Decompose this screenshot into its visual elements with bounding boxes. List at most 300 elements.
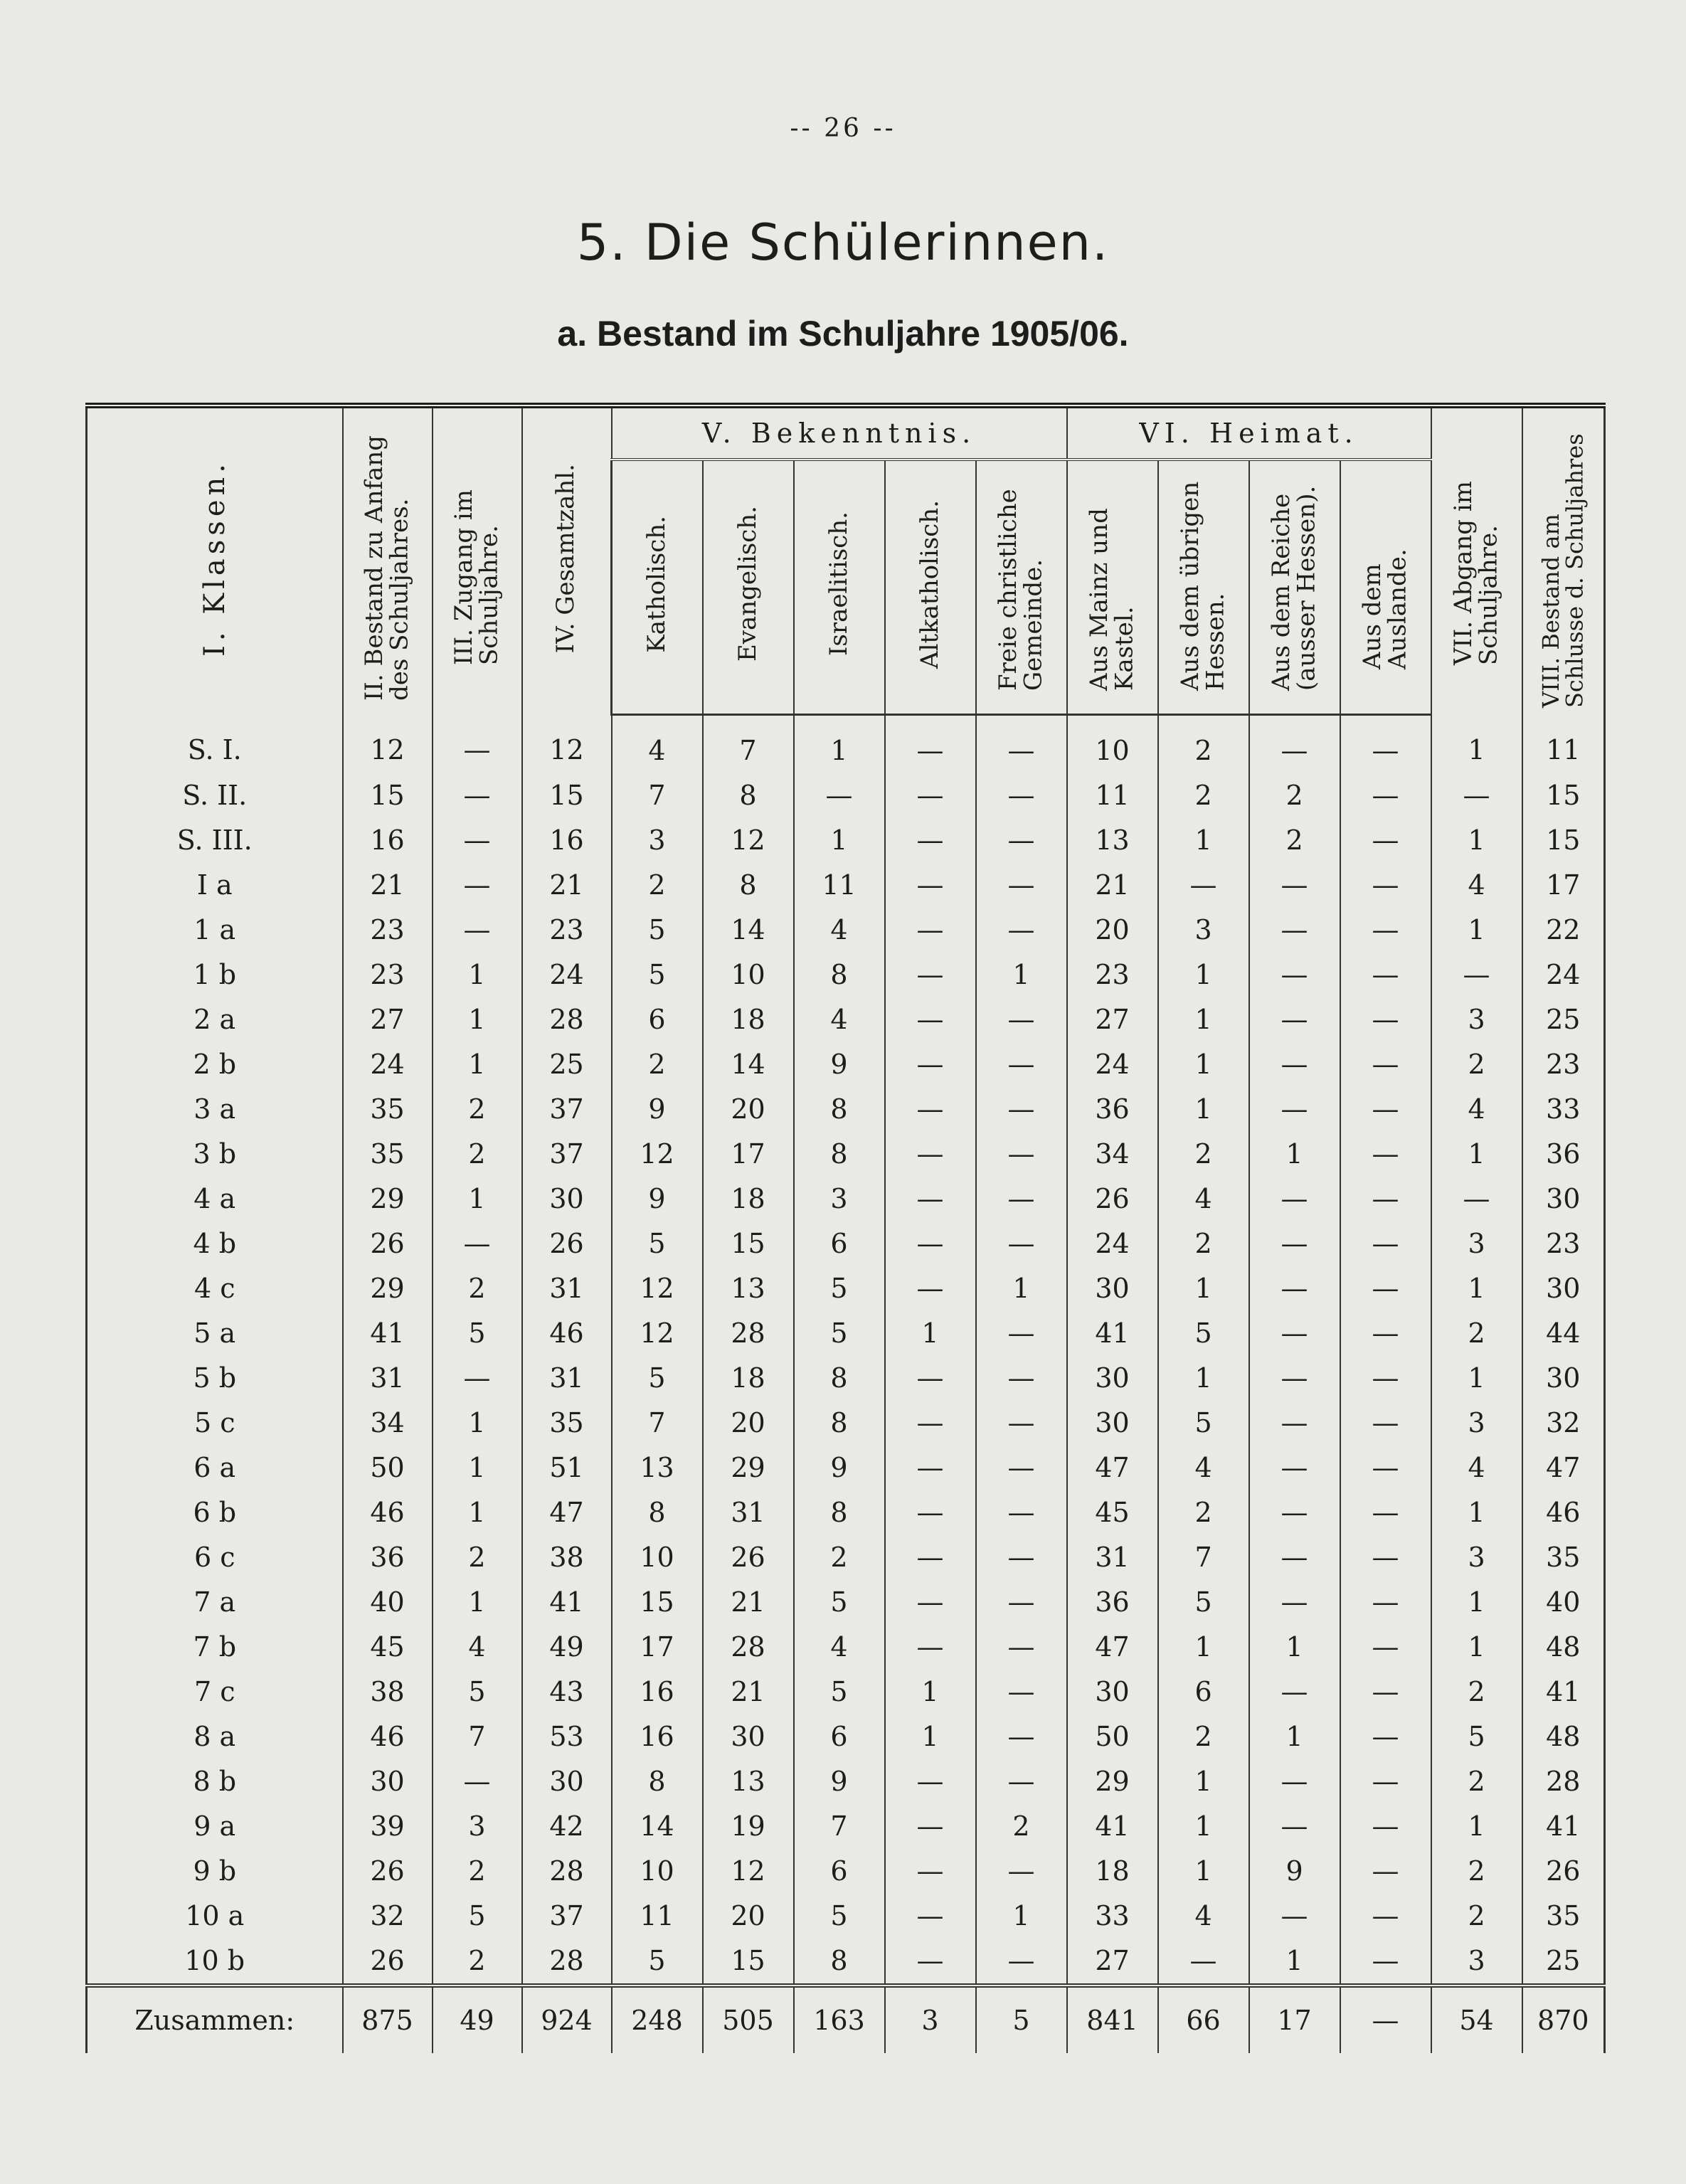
table-cell: 36 xyxy=(343,1535,433,1580)
table-cell: — xyxy=(1340,1894,1431,1939)
section-title: 5. Die Schülerinnen. xyxy=(576,213,1110,272)
table-cell: 12 xyxy=(343,715,433,774)
table-cell: 5 xyxy=(612,1221,703,1266)
totals-cell: 870 xyxy=(1522,1986,1605,2053)
totals-cell: 924 xyxy=(522,1986,612,2053)
table-cell: 2 xyxy=(1431,1759,1522,1804)
table-cell: 1 xyxy=(794,715,885,774)
totals-cell: 3 xyxy=(885,1986,976,2053)
table-cell: — xyxy=(1340,1132,1431,1177)
table-cell: — xyxy=(1158,863,1249,908)
table-cell: — xyxy=(976,1580,1067,1625)
table-cell: — xyxy=(1340,1446,1431,1490)
header-bestand-anfang: II. Bestand zu Anfang des Schuljahres. xyxy=(343,405,433,715)
class-label-cell: 5 a xyxy=(87,1311,343,1356)
table-cell: 2 xyxy=(1431,1042,1522,1087)
table-cell: 8 xyxy=(794,953,885,997)
table-row xyxy=(87,1894,1605,1939)
table-cell: 8 xyxy=(703,773,794,818)
table-cell: 2 xyxy=(433,1132,522,1177)
class-label-cell: S. III. xyxy=(87,818,343,863)
table-cell: 23 xyxy=(1522,1221,1605,1266)
table-cell: 2 xyxy=(433,1939,522,1986)
table-cell: 5 xyxy=(1158,1401,1249,1446)
class-label-cell: 7 c xyxy=(87,1670,343,1714)
table-cell: 16 xyxy=(612,1714,703,1759)
totals-cell: 5 xyxy=(976,1986,1067,2053)
class-label-cell: 1 b xyxy=(87,953,343,997)
table-cell: — xyxy=(885,1894,976,1939)
table-cell: 15 xyxy=(1522,773,1605,818)
table-cell: 10 xyxy=(1067,715,1158,774)
table-cell: 35 xyxy=(522,1401,612,1446)
table-cell: — xyxy=(1249,1580,1340,1625)
table-cell: 9 xyxy=(1249,1849,1340,1894)
table-cell: 47 xyxy=(1067,1446,1158,1490)
table-cell: 9 xyxy=(612,1087,703,1132)
table-cell: 1 xyxy=(885,1714,976,1759)
totals-cell: 49 xyxy=(433,1986,522,2053)
table-cell: 26 xyxy=(703,1535,794,1580)
header-katholisch: Katholisch. xyxy=(612,460,703,715)
table-cell: 12 xyxy=(522,715,612,774)
table-cell: — xyxy=(976,1625,1067,1670)
table-cell: — xyxy=(976,1356,1067,1401)
table-cell: 17 xyxy=(1522,863,1605,908)
table-cell: 2 xyxy=(976,1804,1067,1849)
table-cell: — xyxy=(1249,908,1340,953)
table-cell: 41 xyxy=(1522,1670,1605,1714)
table-cell: — xyxy=(976,1535,1067,1580)
table-cell: — xyxy=(885,1087,976,1132)
class-label-cell: 6 a xyxy=(87,1446,343,1490)
table-cell: 53 xyxy=(522,1714,612,1759)
table-cell: 5 xyxy=(1158,1580,1249,1625)
table-cell: 24 xyxy=(1067,1221,1158,1266)
table-cell: 8 xyxy=(794,1356,885,1401)
header-altkatholisch: Altkatholisch. xyxy=(885,460,976,715)
table-cell: 2 xyxy=(433,1087,522,1132)
table-cell: 5 xyxy=(794,1894,885,1939)
table-cell: 37 xyxy=(522,1894,612,1939)
table-cell: 3 xyxy=(433,1804,522,1849)
table-cell: — xyxy=(1249,953,1340,997)
table-cell: — xyxy=(1340,1266,1431,1311)
table-cell: 6 xyxy=(794,1714,885,1759)
table-cell: — xyxy=(1249,1042,1340,1087)
table-cell: 1 xyxy=(433,953,522,997)
table-cell: 5 xyxy=(612,1939,703,1986)
table-cell: — xyxy=(1431,773,1522,818)
table-cell: 5 xyxy=(794,1266,885,1311)
table-cell: 1 xyxy=(1158,997,1249,1042)
table-cell: — xyxy=(1249,1894,1340,1939)
table-cell: — xyxy=(976,908,1067,953)
table-row xyxy=(87,1804,1605,1849)
table-cell: — xyxy=(976,1042,1067,1087)
table-cell: 29 xyxy=(343,1266,433,1311)
table-cell: 10 xyxy=(612,1849,703,1894)
totals-cell: 17 xyxy=(1249,1986,1340,2053)
totals-cell: 163 xyxy=(794,1986,885,2053)
table-row xyxy=(87,1849,1605,1894)
table-cell: 18 xyxy=(1067,1849,1158,1894)
table-cell: 34 xyxy=(1067,1132,1158,1177)
table-cell: 38 xyxy=(522,1535,612,1580)
table-cell: — xyxy=(1340,773,1431,818)
table-cell: 10 xyxy=(612,1535,703,1580)
table-cell: 15 xyxy=(612,1580,703,1625)
table-row xyxy=(87,908,1605,953)
table-cell: — xyxy=(1340,953,1431,997)
table-cell: 47 xyxy=(1522,1446,1605,1490)
table-cell: 1 xyxy=(1431,1132,1522,1177)
table-cell: 12 xyxy=(612,1266,703,1311)
table-cell: 5 xyxy=(1431,1714,1522,1759)
table-cell: 25 xyxy=(1522,997,1605,1042)
table-cell: 1 xyxy=(1158,1266,1249,1311)
table-cell: — xyxy=(885,1849,976,1894)
table-cell: — xyxy=(885,1535,976,1580)
table-cell: 1 xyxy=(1249,1714,1340,1759)
class-label-cell: 9 b xyxy=(87,1849,343,1894)
table-cell: 2 xyxy=(1431,1894,1522,1939)
table-cell: — xyxy=(1340,863,1431,908)
table-cell: 32 xyxy=(1522,1401,1605,1446)
table-cell: 31 xyxy=(703,1490,794,1535)
table-cell: 5 xyxy=(612,953,703,997)
table-cell: 45 xyxy=(1067,1490,1158,1535)
table-cell: 37 xyxy=(522,1132,612,1177)
table-cell: 8 xyxy=(612,1759,703,1804)
table-cell: 27 xyxy=(1067,1939,1158,1986)
table-cell: — xyxy=(1249,1759,1340,1804)
table-cell: — xyxy=(1249,1221,1340,1266)
table-cell: 20 xyxy=(703,1401,794,1446)
table-cell: — xyxy=(1340,1939,1431,1986)
totals-cell: 505 xyxy=(703,1986,794,2053)
totals-cell: 841 xyxy=(1067,1986,1158,2053)
header-evangelisch: Evangelisch. xyxy=(703,460,794,715)
table-cell: 5 xyxy=(433,1311,522,1356)
table-cell: 8 xyxy=(794,1401,885,1446)
table-cell: 34 xyxy=(343,1401,433,1446)
table-cell: — xyxy=(1340,1759,1431,1804)
table-cell: 28 xyxy=(703,1625,794,1670)
table-cell: — xyxy=(433,863,522,908)
table-row xyxy=(87,1714,1605,1759)
class-label-cell: 3 b xyxy=(87,1132,343,1177)
class-label-cell: 2 a xyxy=(87,997,343,1042)
table-cell: 3 xyxy=(612,818,703,863)
table-cell: 4 xyxy=(794,908,885,953)
table-cell: — xyxy=(1340,1221,1431,1266)
table-row xyxy=(87,818,1605,863)
table-cell: 28 xyxy=(522,997,612,1042)
table-cell: 1 xyxy=(1158,1804,1249,1849)
table-cell: — xyxy=(1340,1042,1431,1087)
totals-cell: 54 xyxy=(1431,1986,1522,2053)
table-cell: — xyxy=(1249,1670,1340,1714)
table-cell: 12 xyxy=(612,1311,703,1356)
table-cell: 18 xyxy=(703,997,794,1042)
header-reiche: Aus dem Reiche (ausser Hessen). xyxy=(1249,460,1340,715)
table-cell: 30 xyxy=(1522,1266,1605,1311)
table-cell: — xyxy=(1249,1401,1340,1446)
table-cell: 3 xyxy=(1431,1401,1522,1446)
table-cell: 9 xyxy=(794,1446,885,1490)
table-row xyxy=(87,1311,1605,1356)
table-cell: 7 xyxy=(612,773,703,818)
table-cell: 25 xyxy=(1522,1939,1605,1986)
table-cell: 2 xyxy=(794,1535,885,1580)
table-cell: — xyxy=(433,773,522,818)
table-cell: 30 xyxy=(1522,1177,1605,1221)
table-cell: — xyxy=(1431,1177,1522,1221)
table-cell: 28 xyxy=(1522,1759,1605,1804)
table-cell: 1 xyxy=(1158,1356,1249,1401)
table-row xyxy=(87,1939,1605,1986)
table-cell: 40 xyxy=(343,1580,433,1625)
table-cell: 49 xyxy=(522,1625,612,1670)
table-cell: 21 xyxy=(1067,863,1158,908)
table-row xyxy=(87,715,1605,774)
table-cell: 4 xyxy=(612,715,703,774)
totals-label-cell: Zusammen: xyxy=(87,1986,343,2053)
table-cell: 5 xyxy=(794,1311,885,1356)
table-cell: 1 xyxy=(433,1042,522,1087)
class-label-cell: 8 a xyxy=(87,1714,343,1759)
header-mainz-kastel: Aus Mainz und Kastel. xyxy=(1067,460,1158,715)
table-cell: 4 xyxy=(1158,1894,1249,1939)
table-cell: 7 xyxy=(433,1714,522,1759)
table-cell: 47 xyxy=(522,1490,612,1535)
table-cell: 50 xyxy=(1067,1714,1158,1759)
table-row xyxy=(87,1266,1605,1311)
class-label-cell: 4 b xyxy=(87,1221,343,1266)
table-cell: 1 xyxy=(976,1266,1067,1311)
table-cell: 46 xyxy=(1522,1490,1605,1535)
table-row xyxy=(87,773,1605,818)
table-cell: 2 xyxy=(1431,1311,1522,1356)
table-cell: 2 xyxy=(612,863,703,908)
table-cell: 27 xyxy=(343,997,433,1042)
table-cell: 30 xyxy=(1067,1670,1158,1714)
class-label-cell: 8 b xyxy=(87,1759,343,1804)
header-zugang: III. Zugang im Schuljahre. xyxy=(433,405,522,715)
table-cell: 44 xyxy=(1522,1311,1605,1356)
table-cell: 2 xyxy=(433,1849,522,1894)
table-cell: 36 xyxy=(1522,1132,1605,1177)
table-cell: 4 xyxy=(1158,1446,1249,1490)
table-row xyxy=(87,1535,1605,1580)
table-cell: 20 xyxy=(1067,908,1158,953)
table-cell: 31 xyxy=(522,1266,612,1311)
table-cell: — xyxy=(885,1177,976,1221)
table-cell: — xyxy=(1340,1490,1431,1535)
table-cell: 12 xyxy=(703,818,794,863)
table-cell: — xyxy=(433,818,522,863)
table-row xyxy=(87,1356,1605,1401)
table-cell: 30 xyxy=(522,1759,612,1804)
table-cell: — xyxy=(976,1939,1067,1986)
table-cell: 28 xyxy=(703,1311,794,1356)
table-cell: 9 xyxy=(794,1759,885,1804)
table-cell: — xyxy=(976,1490,1067,1535)
table-cell: 1 xyxy=(1431,1804,1522,1849)
table-cell: 2 xyxy=(1158,1132,1249,1177)
class-label-cell: 5 c xyxy=(87,1401,343,1446)
table-cell: — xyxy=(1340,997,1431,1042)
table-cell: — xyxy=(1340,715,1431,774)
class-label-cell: 4 a xyxy=(87,1177,343,1221)
table-cell: 4 xyxy=(433,1625,522,1670)
table-cell: 4 xyxy=(794,997,885,1042)
table-cell: 3 xyxy=(1158,908,1249,953)
table-cell: 41 xyxy=(343,1311,433,1356)
table-cell: 15 xyxy=(703,1221,794,1266)
table-cell: — xyxy=(976,1759,1067,1804)
table-cell: — xyxy=(1340,1311,1431,1356)
table-cell: 7 xyxy=(612,1401,703,1446)
table-cell: 33 xyxy=(1067,1894,1158,1939)
table-row xyxy=(87,1625,1605,1670)
table-cell: 1 xyxy=(1158,1759,1249,1804)
header-abgang: VII. Abgang im Schuljahre. xyxy=(1431,405,1522,715)
table-cell: 1 xyxy=(1158,953,1249,997)
table-cell: — xyxy=(1340,818,1431,863)
class-label-cell: I a xyxy=(87,863,343,908)
table-cell: — xyxy=(1249,715,1340,774)
table-cell: 16 xyxy=(522,818,612,863)
table-cell: 48 xyxy=(1522,1625,1605,1670)
table-cell: 36 xyxy=(1067,1580,1158,1625)
table-cell: 4 xyxy=(1431,1446,1522,1490)
table-cell: 26 xyxy=(343,1849,433,1894)
table-cell: 33 xyxy=(1522,1087,1605,1132)
table-cell: 23 xyxy=(1522,1042,1605,1087)
class-label-cell: S. I. xyxy=(87,715,343,774)
table-cell: 9 xyxy=(794,1042,885,1087)
table-cell: 35 xyxy=(343,1087,433,1132)
table-cell: 31 xyxy=(1067,1535,1158,1580)
table-cell: 25 xyxy=(522,1042,612,1087)
table-cell: — xyxy=(433,715,522,774)
table-cell: — xyxy=(976,1221,1067,1266)
table-cell: 29 xyxy=(703,1446,794,1490)
table-cell: 30 xyxy=(1067,1356,1158,1401)
class-label-cell: 2 b xyxy=(87,1042,343,1087)
table-cell: 26 xyxy=(343,1939,433,1986)
table-cell: 2 xyxy=(1249,773,1340,818)
table-cell: 26 xyxy=(522,1221,612,1266)
table-cell: 1 xyxy=(433,1177,522,1221)
statistics-table xyxy=(85,403,1606,2053)
table-cell: 1 xyxy=(885,1670,976,1714)
table-cell: — xyxy=(885,1221,976,1266)
table-cell: 1 xyxy=(1158,1042,1249,1087)
table-cell: — xyxy=(976,1849,1067,1894)
table-cell: 42 xyxy=(522,1804,612,1849)
table-cell: 2 xyxy=(1158,1221,1249,1266)
table-cell: 26 xyxy=(343,1221,433,1266)
table-cell: 28 xyxy=(522,1939,612,1986)
table-cell: 26 xyxy=(1522,1849,1605,1894)
table-cell: 47 xyxy=(1067,1625,1158,1670)
header-israelitisch: Israelitisch. xyxy=(794,460,885,715)
table-cell: — xyxy=(1340,908,1431,953)
table-cell: 1 xyxy=(976,1894,1067,1939)
table-cell: 30 xyxy=(703,1714,794,1759)
table-cell: — xyxy=(885,1490,976,1535)
table-cell: — xyxy=(885,1132,976,1177)
table-cell: 51 xyxy=(522,1446,612,1490)
table-cell: — xyxy=(1340,1356,1431,1401)
table-cell: 8 xyxy=(794,1087,885,1132)
table-cell: 3 xyxy=(1431,1221,1522,1266)
table-cell: — xyxy=(885,1042,976,1087)
table-cell: 35 xyxy=(343,1132,433,1177)
table-cell: — xyxy=(1431,953,1522,997)
table-cell: 5 xyxy=(794,1580,885,1625)
table-cell: — xyxy=(433,1356,522,1401)
table-cell: — xyxy=(885,1446,976,1490)
table-cell: 5 xyxy=(433,1670,522,1714)
table-cell: — xyxy=(885,908,976,953)
table-cell: — xyxy=(1249,1490,1340,1535)
table-cell: 5 xyxy=(433,1894,522,1939)
class-label-cell: 10 a xyxy=(87,1894,343,1939)
table-cell: 46 xyxy=(343,1714,433,1759)
class-label-cell: 1 a xyxy=(87,908,343,953)
table-cell: — xyxy=(976,818,1067,863)
table-cell: 1 xyxy=(1249,1625,1340,1670)
table-cell: 14 xyxy=(703,908,794,953)
table-cell: 2 xyxy=(1158,1714,1249,1759)
table-cell: 37 xyxy=(522,1087,612,1132)
table-cell: 26 xyxy=(1067,1177,1158,1221)
table-cell: — xyxy=(1249,1804,1340,1849)
table-cell: 5 xyxy=(612,1356,703,1401)
table-cell: — xyxy=(885,1804,976,1849)
table-row xyxy=(87,997,1605,1042)
table-cell: 35 xyxy=(1522,1535,1605,1580)
header-klassen: I. Klassen. xyxy=(87,405,343,715)
class-label-cell: 10 b xyxy=(87,1939,343,1986)
table-cell: 2 xyxy=(433,1535,522,1580)
table-cell: 4 xyxy=(1431,863,1522,908)
table-cell: 2 xyxy=(1158,773,1249,818)
table-cell: 16 xyxy=(343,818,433,863)
header-freie-gemeinde: Freie christliche Gemeinde. xyxy=(976,460,1067,715)
table-cell: 24 xyxy=(343,1042,433,1087)
table-cell: 31 xyxy=(343,1356,433,1401)
table-cell: 7 xyxy=(1158,1535,1249,1580)
table-cell: 20 xyxy=(703,1087,794,1132)
table-cell: — xyxy=(1340,1401,1431,1446)
table-cell: 15 xyxy=(522,773,612,818)
table-cell: — xyxy=(885,953,976,997)
table-cell: 21 xyxy=(343,863,433,908)
table-cell: 6 xyxy=(794,1221,885,1266)
table-cell: 45 xyxy=(343,1625,433,1670)
header-auslande: Aus dem Auslande. xyxy=(1340,460,1431,715)
table-row xyxy=(87,1087,1605,1132)
table-cell: — xyxy=(1158,1939,1249,1986)
table-cell: 1 xyxy=(1431,715,1522,774)
table-cell: — xyxy=(1249,1177,1340,1221)
table-cell: 29 xyxy=(343,1177,433,1221)
